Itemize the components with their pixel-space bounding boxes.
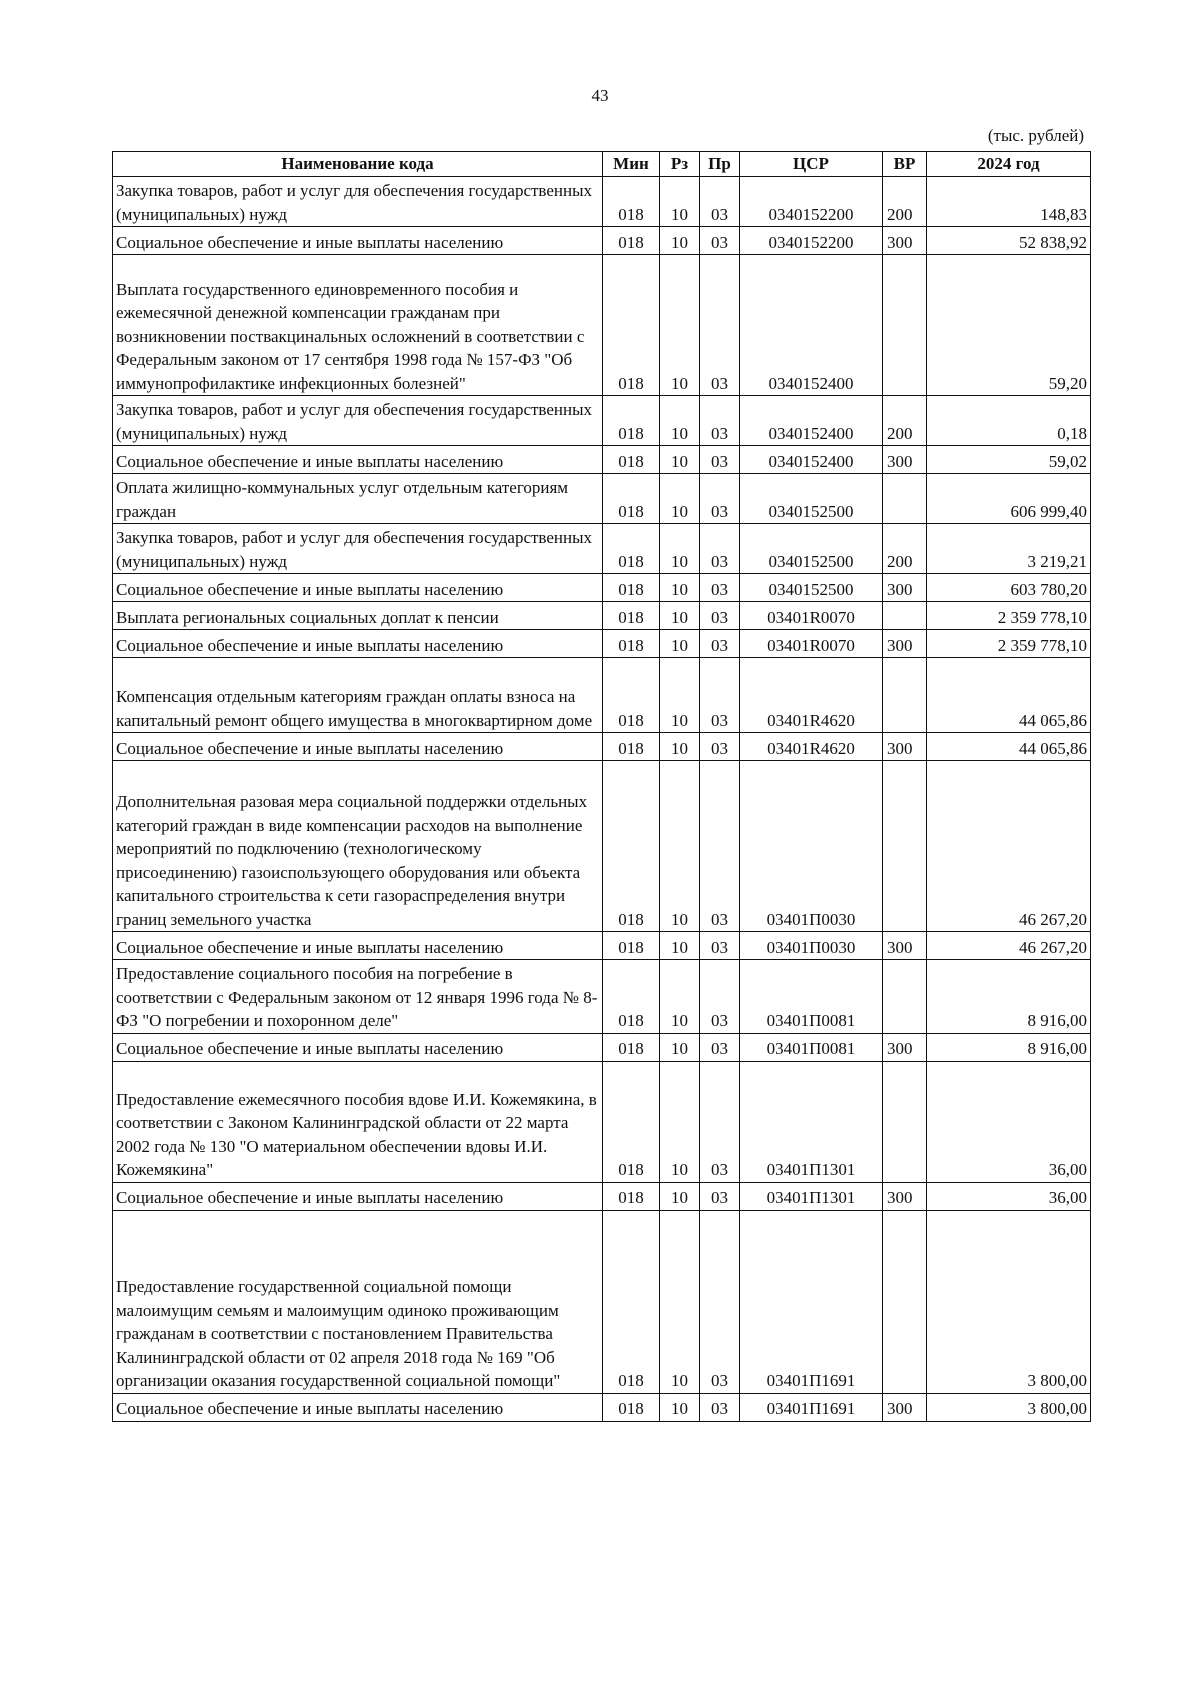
row-name: Социальное обеспечение и иные выплаты населению — [113, 227, 603, 255]
header-vr: ВР — [883, 152, 927, 177]
row-amount: 3 800,00 — [927, 1393, 1091, 1421]
row-min: 018 — [603, 524, 660, 574]
row-min: 018 — [603, 932, 660, 960]
row-amount: 8 916,00 — [927, 1033, 1091, 1061]
header-min: Мин — [603, 152, 660, 177]
table-row — [113, 1182, 1091, 1210]
row-pr: 03 — [700, 1033, 740, 1061]
row-min: 018 — [603, 1210, 660, 1393]
row-name: Закупка товаров, работ и услуг для обеспечения государственных (муниципальных) нужд — [113, 524, 603, 574]
row-rz: 10 — [660, 932, 700, 960]
row-vr: 300 — [883, 733, 927, 761]
row-csr: 03401П1301 — [740, 1061, 883, 1182]
row-vr — [883, 1210, 927, 1393]
row-vr: 300 — [883, 1182, 927, 1210]
table-row — [113, 630, 1091, 658]
row-min: 018 — [603, 1033, 660, 1061]
table-row — [113, 602, 1091, 630]
row-amount: 46 267,20 — [927, 761, 1091, 932]
row-pr: 03 — [700, 761, 740, 932]
row-rz: 10 — [660, 1210, 700, 1393]
row-pr: 03 — [700, 255, 740, 396]
row-vr: 300 — [883, 630, 927, 658]
row-csr: 03401R4620 — [740, 658, 883, 733]
row-vr: 300 — [883, 446, 927, 474]
row-amount: 0,18 — [927, 396, 1091, 446]
row-amount: 2 359 778,10 — [927, 602, 1091, 630]
table-row — [113, 396, 1091, 446]
table-row — [113, 761, 1091, 932]
row-min: 018 — [603, 574, 660, 602]
table-row — [113, 446, 1091, 474]
row-pr: 03 — [700, 630, 740, 658]
row-vr: 300 — [883, 1393, 927, 1421]
row-csr: 03401R0070 — [740, 602, 883, 630]
row-name: Социальное обеспечение и иные выплаты населению — [113, 446, 603, 474]
row-name: Закупка товаров, работ и услуг для обеспечения государственных (муниципальных) нужд — [113, 396, 603, 446]
header-amount: 2024 год — [927, 152, 1091, 177]
row-csr: 0340152500 — [740, 574, 883, 602]
row-rz: 10 — [660, 574, 700, 602]
row-amount: 36,00 — [927, 1182, 1091, 1210]
table-row — [113, 658, 1091, 733]
row-pr: 03 — [700, 658, 740, 733]
table-row — [113, 474, 1091, 524]
row-rz: 10 — [660, 1061, 700, 1182]
row-min: 018 — [603, 602, 660, 630]
row-amount: 59,20 — [927, 255, 1091, 396]
row-csr: 0340152400 — [740, 255, 883, 396]
row-csr: 03401П0081 — [740, 1033, 883, 1061]
table-row — [113, 932, 1091, 960]
row-rz: 10 — [660, 1182, 700, 1210]
row-vr — [883, 960, 927, 1034]
row-csr: 03401П0030 — [740, 761, 883, 932]
row-pr: 03 — [700, 574, 740, 602]
row-name: Социальное обеспечение и иные выплаты населению — [113, 733, 603, 761]
table-header-row — [113, 152, 1091, 177]
row-pr: 03 — [700, 733, 740, 761]
row-name: Оплата жилищно-коммунальных услуг отдельным категориям граждан — [113, 474, 603, 524]
units-label: (тыс. рублей) — [987, 126, 1084, 145]
table-row — [113, 733, 1091, 761]
row-min: 018 — [603, 474, 660, 524]
row-amount: 44 065,86 — [927, 658, 1091, 733]
row-name: Предоставление ежемесячного пособия вдове И.И. Кожемякина, в соответствии с Законом Калининградской области от 22 марта 2002 года № 130 "О материальном обеспечении вдовы И.И. Кожемякина" — [113, 1061, 603, 1182]
row-min: 018 — [603, 227, 660, 255]
row-rz: 10 — [660, 733, 700, 761]
row-pr: 03 — [700, 177, 740, 227]
header-pr: Пр — [700, 152, 740, 177]
row-name: Закупка товаров, работ и услуг для обеспечения государственных (муниципальных) нужд — [113, 177, 603, 227]
header-rz: Рз — [660, 152, 700, 177]
header-csr: ЦСР — [740, 152, 883, 177]
row-amount: 3 800,00 — [927, 1210, 1091, 1393]
row-rz: 10 — [660, 960, 700, 1034]
table-row — [113, 1061, 1091, 1182]
row-csr: 03401П1301 — [740, 1182, 883, 1210]
row-name: Социальное обеспечение и иные выплаты населению — [113, 1033, 603, 1061]
table-row — [113, 524, 1091, 574]
table-body — [113, 177, 1091, 1422]
row-amount: 8 916,00 — [927, 960, 1091, 1034]
row-csr: 0340152200 — [740, 227, 883, 255]
row-csr: 03401П0081 — [740, 960, 883, 1034]
row-vr — [883, 474, 927, 524]
row-csr: 03401П0030 — [740, 932, 883, 960]
header-name: Наименование кода — [113, 152, 603, 177]
row-min: 018 — [603, 396, 660, 446]
row-amount: 46 267,20 — [927, 932, 1091, 960]
row-name: Социальное обеспечение и иные выплаты населению — [113, 1393, 603, 1421]
table-row — [113, 1393, 1091, 1421]
row-vr — [883, 255, 927, 396]
row-pr: 03 — [700, 1210, 740, 1393]
row-min: 018 — [603, 960, 660, 1034]
row-csr: 0340152500 — [740, 524, 883, 574]
row-name: Социальное обеспечение и иные выплаты населению — [113, 1182, 603, 1210]
row-name: Социальное обеспечение и иные выплаты населению — [113, 574, 603, 602]
row-min: 018 — [603, 446, 660, 474]
row-rz: 10 — [660, 396, 700, 446]
row-rz: 10 — [660, 446, 700, 474]
row-rz: 10 — [660, 630, 700, 658]
row-rz: 10 — [660, 227, 700, 255]
row-rz: 10 — [660, 1393, 700, 1421]
row-pr: 03 — [700, 524, 740, 574]
row-name: Выплата региональных социальных доплат к пенсии — [113, 602, 603, 630]
row-vr: 200 — [883, 177, 927, 227]
row-csr: 0340152500 — [740, 474, 883, 524]
row-name: Дополнительная разовая мера социальной поддержки отдельных категорий граждан в виде компенсации расходов на выполнение мероприятий по подключению (технологическому присоединению) газоиспользующего оборудования или объекта капитального строительства к сети газораспределения внутри границ земельного участка — [113, 761, 603, 932]
table-row — [113, 255, 1091, 396]
row-pr: 03 — [700, 227, 740, 255]
table-row — [113, 960, 1091, 1034]
row-amount: 52 838,92 — [927, 227, 1091, 255]
row-amount: 36,00 — [927, 1061, 1091, 1182]
row-vr: 300 — [883, 932, 927, 960]
row-amount: 3 219,21 — [927, 524, 1091, 574]
row-pr: 03 — [700, 474, 740, 524]
row-min: 018 — [603, 733, 660, 761]
row-min: 018 — [603, 255, 660, 396]
row-pr: 03 — [700, 1393, 740, 1421]
row-rz: 10 — [660, 177, 700, 227]
row-csr: 0340152400 — [740, 446, 883, 474]
row-name: Социальное обеспечение и иные выплаты населению — [113, 630, 603, 658]
row-pr: 03 — [700, 1061, 740, 1182]
row-amount: 603 780,20 — [927, 574, 1091, 602]
row-vr: 300 — [883, 1033, 927, 1061]
table-row — [113, 1210, 1091, 1393]
row-pr: 03 — [700, 446, 740, 474]
row-min: 018 — [603, 658, 660, 733]
row-amount: 2 359 778,10 — [927, 630, 1091, 658]
row-vr — [883, 658, 927, 733]
table-row — [113, 177, 1091, 227]
row-vr — [883, 602, 927, 630]
row-name: Выплата государственного единовременного пособия и ежемесячной денежной компенсации гражданам при возникновении поствакцинальных осложнений в соответствии с Федеральным законом от 17 сентября 1998 года № 157-ФЗ "Об иммунопрофилактике инфекционных болезней" — [113, 255, 603, 396]
page-number: 43 — [591, 86, 609, 105]
row-pr: 03 — [700, 602, 740, 630]
row-vr: 200 — [883, 524, 927, 574]
row-min: 018 — [603, 630, 660, 658]
row-rz: 10 — [660, 658, 700, 733]
row-name: Предоставление социального пособия на погребение в соответствии с Федеральным законом от 12 января 1996 года № 8-ФЗ "О погребении и похоронном деле" — [113, 960, 603, 1034]
row-vr: 300 — [883, 227, 927, 255]
row-pr: 03 — [700, 396, 740, 446]
row-rz: 10 — [660, 761, 700, 932]
row-name: Предоставление государственной социальной помощи малоимущим семьям и малоимущим одиноко проживающим гражданам в соответствии с постановлением Правительства Калининградской области от 02 апреля 2018 года № 169 "Об организации оказания государственной социальной помощи" — [113, 1210, 603, 1393]
table-row — [113, 1033, 1091, 1061]
row-rz: 10 — [660, 602, 700, 630]
row-csr: 03401R0070 — [740, 630, 883, 658]
row-pr: 03 — [700, 1182, 740, 1210]
table-row — [113, 574, 1091, 602]
row-min: 018 — [603, 1182, 660, 1210]
row-rz: 10 — [660, 1033, 700, 1061]
row-min: 018 — [603, 1061, 660, 1182]
row-csr: 0340152400 — [740, 396, 883, 446]
row-name: Социальное обеспечение и иные выплаты населению — [113, 932, 603, 960]
row-amount: 606 999,40 — [927, 474, 1091, 524]
row-rz: 10 — [660, 255, 700, 396]
table-row — [113, 227, 1091, 255]
row-name: Компенсация отдельным категориям граждан оплаты взноса на капитальный ремонт общего имущества в многоквартирном доме — [113, 658, 603, 733]
row-vr: 300 — [883, 574, 927, 602]
row-csr: 03401П1691 — [740, 1393, 883, 1421]
row-rz: 10 — [660, 524, 700, 574]
row-csr: 03401R4620 — [740, 733, 883, 761]
row-amount: 148,83 — [927, 177, 1091, 227]
budget-table — [112, 151, 1091, 1422]
row-pr: 03 — [700, 960, 740, 1034]
row-pr: 03 — [700, 932, 740, 960]
row-amount: 59,02 — [927, 446, 1091, 474]
row-rz: 10 — [660, 474, 700, 524]
row-csr: 0340152200 — [740, 177, 883, 227]
row-vr — [883, 761, 927, 932]
row-vr — [883, 1061, 927, 1182]
row-min: 018 — [603, 761, 660, 932]
row-min: 018 — [603, 177, 660, 227]
row-amount: 44 065,86 — [927, 733, 1091, 761]
row-csr: 03401П1691 — [740, 1210, 883, 1393]
row-vr: 200 — [883, 396, 927, 446]
row-min: 018 — [603, 1393, 660, 1421]
